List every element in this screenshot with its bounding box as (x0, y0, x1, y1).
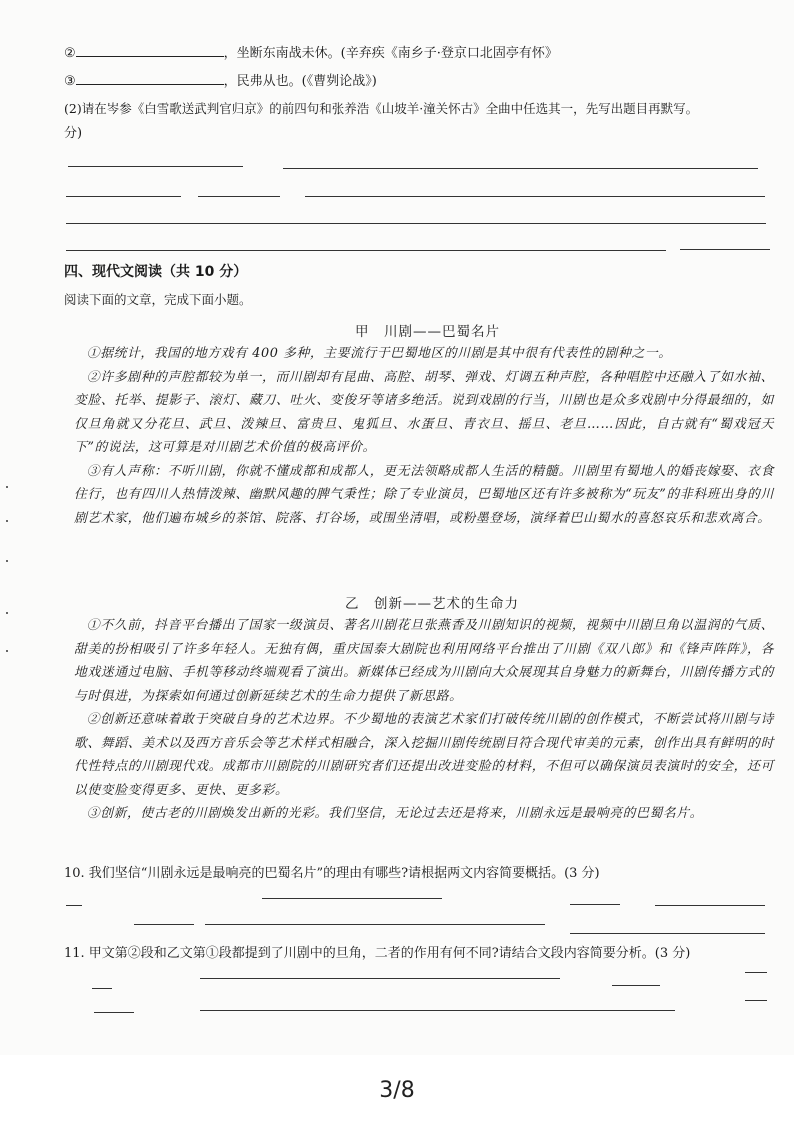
answer-line[interactable] (200, 978, 560, 979)
question-11: 11. 甲文第②段和乙文第①段都提到了川剧中的旦角，二者的作用有何不同?请结合文段内容简要分析。(3 分) (64, 946, 691, 961)
answer-line[interactable] (570, 933, 765, 934)
paragraph: ②创新还意味着敢于突破自身的艺术边界。不少蜀地的表演艺术家们打破传统川剧的创作模式，不断尝试将川剧与诗歌、舞蹈、美术以及西方音乐会等艺术样式相融合，深入挖掘川剧传统剧目符合现代审美的元素，创作出具有鲜明的时代性特点的川剧现代戏。成都市川剧院的川剧研究者们还提出改进变脸的材料，不但可以确保演员表演时的安全，还可以使变脸变得更多、更快、更多彩。 (74, 712, 774, 798)
answer-line[interactable] (94, 1012, 134, 1013)
section-instruction: 阅读下面的文章，完成下面小题。 (64, 292, 252, 307)
scan-speck (6, 612, 8, 614)
article-b-body (74, 614, 774, 826)
paragraph: ①不久前，抖音平台播出了国家一级演员、著名川剧花旦张燕香及川剧知识的视频，视频中川剧旦角以温润的气质、甜美的扮相吸引了许多年轻人。无独有偶，重庆国泰大剧院也利用网络平台推出了川剧《双八郎》和《锋声阵阵》，各地戏迷通过电脑、手机等移动终端观看了演出。新媒体已经成为川剧向大众展现其自身魅力的新舞台，川剧传播方式的与时俱进，为探索如何通过创新延续艺术的生命力提供了新思路。 (74, 618, 774, 704)
answer-line[interactable] (68, 166, 243, 167)
paragraph: ①据统计，我国的地方戏有 400 多种，主要流行于巴蜀地区的川剧是其中很有代表性的剧种之一。 (86, 346, 672, 361)
answer-blank[interactable] (76, 72, 224, 85)
answer-line[interactable] (200, 1010, 675, 1011)
article-a-title: 甲 川剧——巴蜀名片 (355, 324, 500, 340)
item-marker: ③ (64, 74, 76, 89)
scan-speck (6, 650, 8, 652)
paragraph: ②许多剧种的声腔都较为单一，而川剧却有昆曲、高腔、胡琴、弹戏、灯调五种声腔，各种唱腔中还融入了如水袖、变脸、托举、提影子、滚灯、藏刀、吐火、变俊牙等诸多绝活。说到戏剧的行当，川剧也是众多戏剧中分得最细的，如仅旦角就又分花旦、武旦、泼辣旦、富贵旦、鬼狐旦、水蛋旦、青衣旦、摇旦、老旦……因此，自古就有“蜀戏冠天下”的说法，这可算是对川剧艺术价值的极高评价。 (74, 369, 774, 455)
scan-speck (6, 560, 8, 562)
question-10: 10. 我们坚信“川剧永远是最响亮的巴蜀名片”的理由有哪些?请根据两文内容简要概括。(3 分) (64, 866, 600, 881)
answer-line[interactable] (66, 250, 666, 251)
answer-line[interactable] (305, 196, 765, 197)
item-marker: ② (64, 46, 76, 61)
answer-line[interactable] (66, 905, 82, 906)
answer-line[interactable] (66, 196, 181, 197)
question-2-tail: 分) (64, 126, 83, 141)
answer-line[interactable] (283, 168, 758, 169)
section-heading: 四、现代文阅读（共 10 分） (64, 264, 248, 280)
fill-line-text: ，民弗从也。(《曹刿论战》) (223, 74, 377, 89)
scan-speck (6, 486, 8, 488)
answer-line[interactable] (205, 924, 545, 925)
answer-line[interactable] (262, 898, 442, 899)
answer-line[interactable] (134, 924, 194, 925)
answer-line[interactable] (745, 972, 767, 973)
answer-line[interactable] (198, 196, 280, 197)
answer-line[interactable] (680, 249, 770, 250)
answer-line[interactable] (66, 223, 766, 224)
fill-line-text: ，坐断东南战未休。(辛弃疾《南乡子·登京口北固亭有怀》 (223, 46, 558, 61)
fill-line-2 (64, 44, 558, 62)
page-number: 3/8 (379, 1078, 415, 1103)
paragraph: ③创新，使古老的川剧焕发出新的光彩。我们坚信，无论过去还是将来，川剧永远是最响亮的巴蜀名片。 (86, 806, 704, 821)
article-b-title: 乙 创新——艺术的生命力 (345, 596, 519, 612)
scan-speck (6, 520, 8, 522)
answer-line[interactable] (612, 985, 660, 986)
answer-line[interactable] (745, 1000, 767, 1001)
article-a-body (74, 342, 774, 530)
answer-line[interactable] (570, 904, 620, 905)
fill-line-3 (64, 72, 377, 90)
paragraph: ③有人声称：不听川剧，你就不懂成都和成都人，更无法领略成都人生活的精髓。川剧里有蜀地人的婚丧嫁娶、衣食住行，也有四川人热情泼辣、幽默风趣的脾气秉性；除了专业演员，巴蜀地区还有许多被称为“玩友”的非科班出身的川剧艺术家，他们遍布城乡的茶馆、院落、打谷场，或围坐清唱，或粉墨登场，演绎着巴山蜀水的喜怒哀乐和悲欢离合。 (74, 463, 774, 526)
answer-line[interactable] (92, 988, 112, 989)
question-2-text: (2)请在岑参《白雪歌送武判官归京》的前四句和张养浩《山坡羊·潼关怀古》全曲中任选其一，先写出题目再默写。 (64, 101, 699, 116)
answer-blank[interactable] (76, 44, 224, 57)
answer-line[interactable] (655, 905, 765, 906)
